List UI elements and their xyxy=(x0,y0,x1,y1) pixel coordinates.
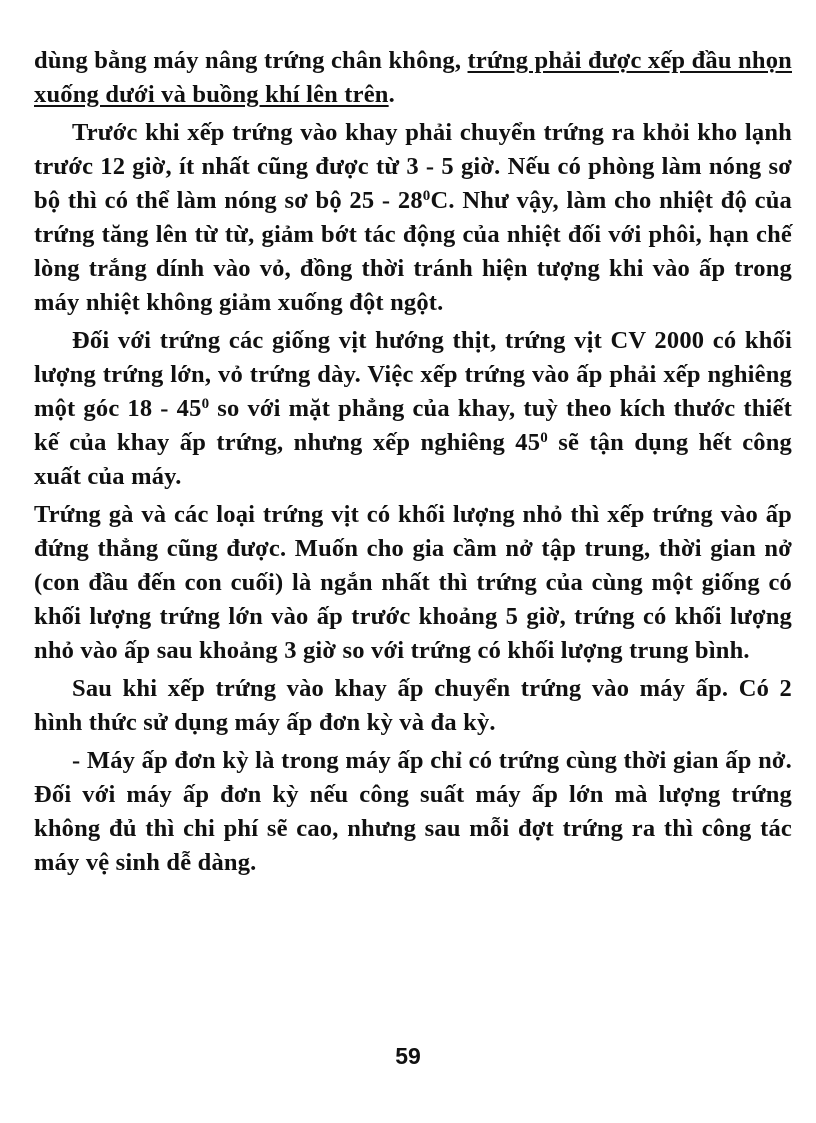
paragraph-1-text-a: dùng bằng máy nâng trứng chân không, xyxy=(34,47,468,74)
paragraph-2 xyxy=(34,116,792,320)
paragraph-1-text-c: . xyxy=(388,81,395,108)
paragraph-6: - Máy ấp đơn kỳ là trong máy ấp chỉ có trứng cùng thời gian ấp nở. Đối với máy ấp đơn kỳ nếu công suất máy ấp lớn mà lượng trứng không đủ thì chi phí sẽ cao, nhưng sau mỗi đợt trứng ra thì công tác máy vệ sinh dễ dàng. xyxy=(34,747,792,876)
page-body xyxy=(34,44,792,884)
superscript-degree: 0 xyxy=(540,430,548,446)
paragraph-2-text-b: C. Như vậy, làm cho nhiệt độ của trứng tăng lên từ từ, giảm bớt tác động của nhiệt đối với phôi, hạn chế lòng trắng dính vào vỏ, đồng thời tránh hiện tượng khi vào ấp trong máy nhiệt không giảm xuống đột ngột. xyxy=(34,187,792,316)
paragraph-3 xyxy=(34,324,792,494)
paragraph-4: Trứng gà và các loại trứng vịt có khối lượng nhỏ thì xếp trứng vào ấp đứng thẳng cũng được. Muốn cho gia cầm nở tập trung, thời gian nở (con đầu đến con cuối) là ngắn nhất thì trứng của cùng một giống có khối lượng trứng lớn vào ấp trước khoảng 5 giờ, trứng có khối lượng nhỏ vào ấp sau khoảng 3 giờ so với trứng có khối lượng trung bình. xyxy=(34,501,792,664)
page-number: 59 xyxy=(395,1043,421,1069)
paragraph-3-text-c: sẽ tận dụng hết công xuất của máy. xyxy=(34,429,792,490)
superscript-degree: 0 xyxy=(422,188,431,204)
paragraph-3-text-a: Đối với trứng các giống vịt hướng thịt, trứng vịt CV 2000 có khối lượng trứng lớn, vỏ trứng dày. Việc xếp trứng vào ấp phải xếp nghiêng một góc 18 - 45 xyxy=(34,327,792,422)
underlined-phrase: trứng phải được xếp đầu nhọn xuống dưới và buồng khí lên trên xyxy=(34,47,792,108)
paragraph-5: Sau khi xếp trứng vào khay ấp chuyển trứng vào máy ấp. Có 2 hình thức sử dụng máy ấp đơn kỳ và đa kỳ. xyxy=(34,675,792,736)
paragraph-1 xyxy=(34,44,792,112)
paragraph-2-text-a: Trước khi xếp trứng vào khay phải chuyển trứng ra khỏi kho lạnh trước 12 giờ, ít nhất cũng được từ 3 - 5 giờ. Nếu có phòng làm nóng sơ bộ thì có thể làm nóng sơ bộ 25 - 28 xyxy=(34,119,792,214)
paragraph-3-text-b: so với mặt phẳng của khay, tuỳ theo kích thước thiết kế của khay ấp trứng, nhưng xếp nghiêng 45 xyxy=(34,395,792,456)
superscript-degree: 0 xyxy=(201,396,210,412)
